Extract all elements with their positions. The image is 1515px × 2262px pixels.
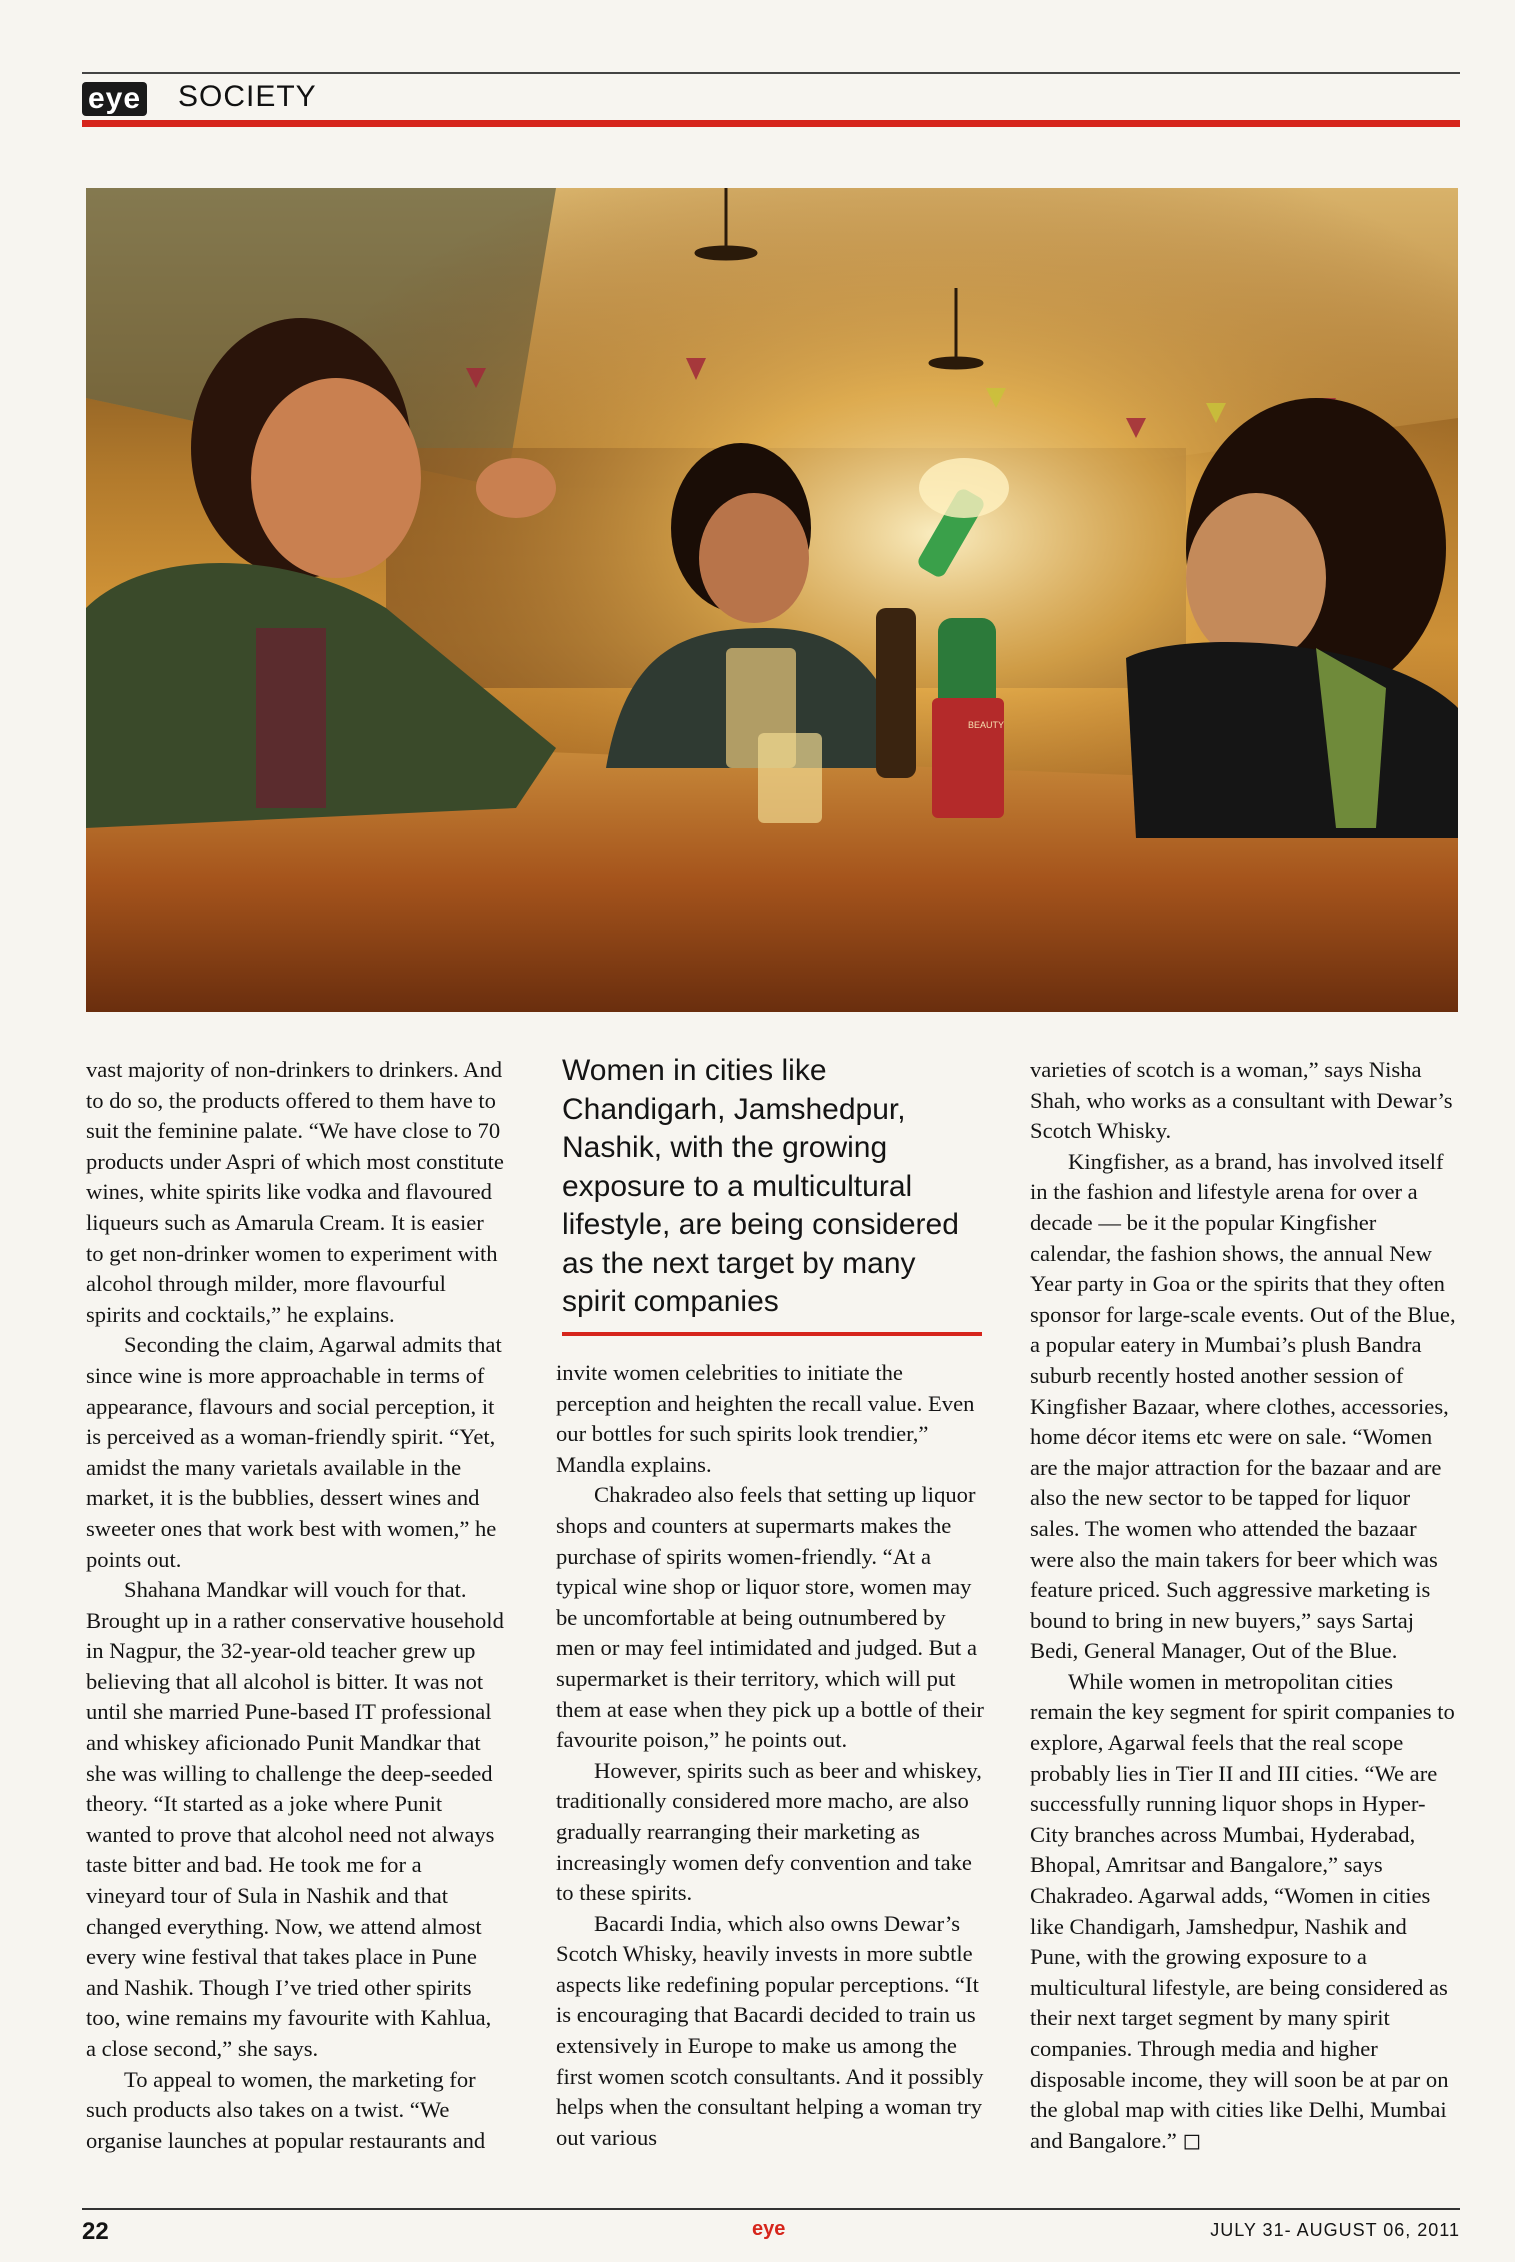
eye-logo: eye (82, 82, 147, 116)
bar-photo (86, 188, 1458, 1012)
paragraph: Shahana Mandkar will vouch for that. Brought up in a rather conservative household in Nagpur, the 32-year-old teacher grew up believing that all alcohol is bitter. It was not until she married Pune-based IT professional and whiskey aficionado Punit Mandkar that she was willing to challenge the deep-seeded theory. “It started as a joke where Punit wanted to prove that alcohol need not always taste bitter and bad. He took me for a vineyard tour of Sula in Nashik and that changed everything. Now, we attend almost every wine festival that takes place in Pune and Nashik. Though I’ve tried other spirits too, wine remains my favourite with Kahlua, a close second,” she says. (86, 1577, 504, 2061)
paragraph: vast majority of non-drinkers to drinkers. And to do so, the products offered to them have to suit the feminine palate. “We have close to 70 products under Aspri of which most constitute wines, white spirits like vodka and flavoured liqueurs such as Amarula Cream. It is easier to get non-drinker women to experiment with alcohol through milder, more flavourful spirits and cocktails,” he explains. (86, 1057, 504, 1327)
header-top-rule (82, 72, 1460, 74)
paragraph: Chakradeo also feels that setting up liquor shops and counters at supermarts makes the purchase of spirits women-friendly. “At a typical wine shop or liquor store, women may be uncomfortable at being outnumbered by men or may feel intimidated and judged. But a supermarket is their territory, which will put them at ease when they pick up a bottle of their favourite poison,” he points out. (556, 1482, 984, 1753)
footer-rule (82, 2208, 1460, 2210)
page-number: 22 (82, 2218, 109, 2245)
page-footer (82, 2208, 1460, 2248)
footer-eye-logo: eye (752, 2218, 786, 2240)
issue-date: JULY 31- AUGUST 06, 2011 (1210, 2220, 1460, 2240)
paragraph: However, spirits such as beer and whiskey, traditionally considered more macho, are also gradually rearranging their marketing as increasingly women defy convention and take to these spirits. (556, 1757, 982, 1906)
paragraph: Bacardi India, which also owns Dewar’s Scotch Whisky, heavily invests in more subtle aspects like redefining popular perceptions. “It is encouraging that Bacardi decided to train us extensively in Europe to make us among the first women scotch consultants. And it possibly helps when the consultant helping a woman try out various (556, 1910, 984, 2150)
paragraph: Seconding the claim, Agarwal admits that since wine is more approachable in terms of appearance, flavours and social perception, it is perceived as a woman-friendly spirit. “Yet, amidst the many varietals available in the market, it is the bubblies, dessert wines and sweeter ones that work best with women,” he points out. (86, 1332, 502, 1572)
paragraph: invite women celebrities to initiate the perception and heighten the recall value. Even our bottles for such spirits look trendier,” Mandla explains. (556, 1360, 975, 1477)
page-header (82, 72, 1460, 128)
article-column-1 (86, 1055, 506, 2156)
paragraph: varieties of scotch is a woman,” says Nisha Shah, who works as a consultant with Dewar’s Scotch Whisky. (1030, 1057, 1453, 1144)
section-title: SOCIETY (178, 80, 317, 113)
article-column-3 (1030, 1055, 1458, 2156)
paragraph: Kingfisher, as a brand, has involved itself in the fashion and lifestyle arena for over a decade — be it the popular Kingfisher calendar, the fashion shows, the annual New Year party in Goa or the spirits that they often sponsor for large-scale events. Out of the Blue, a popular eatery in Mumbai’s plush Bandra suburb recently hosted another session of Kingfisher Bazaar, where clothes, accessories, home décor items etc were on sale. “Women are the major attraction for the bazaar and are also the new sector to be tapped for liquor sales. The women who attended the bazaar were also the main takers for beer which was feature priced. Such aggressive marketing is bound to bring in new buyers,” says Sartaj Bedi, General Manager, Out of the Blue. (1030, 1148, 1456, 1664)
paragraph: To appeal to women, the marketing for such products also takes on a twist. “We organise launches at popular restaurants and (86, 2066, 486, 2153)
paragraph: While women in metropolitan cities remain the key segment for spirit companies to explore, Agarwal feels that the real scope probably lies in Tier II and III cities. “We are successfully running liquor shops in Hyper-City branches across Mumbai, Hyderabad, Bhopal, Amritsar and Bangalore,” says Chakradeo. Agarwal adds, “Women in cities like Chandigarh, Jamshedpur, Nashik and Pune, with the growing exposure to a multicultural lifestyle, are being considered as their next target segment by many spirit companies. Through media and higher disposable income, they will soon be at par on the global map with cities like Delhi, Mumbai and Bangalore.” ◻ (1030, 1668, 1455, 2153)
bottle-label: BEAUTY (968, 720, 1005, 730)
pull-quote: Women in cities like Chandigarh, Jamshedpur, Nashik, with the growing exposure to a multicultural lifestyle, are being considered as the next target by many spirit companies (562, 1052, 982, 1336)
header-red-rule (82, 120, 1460, 127)
